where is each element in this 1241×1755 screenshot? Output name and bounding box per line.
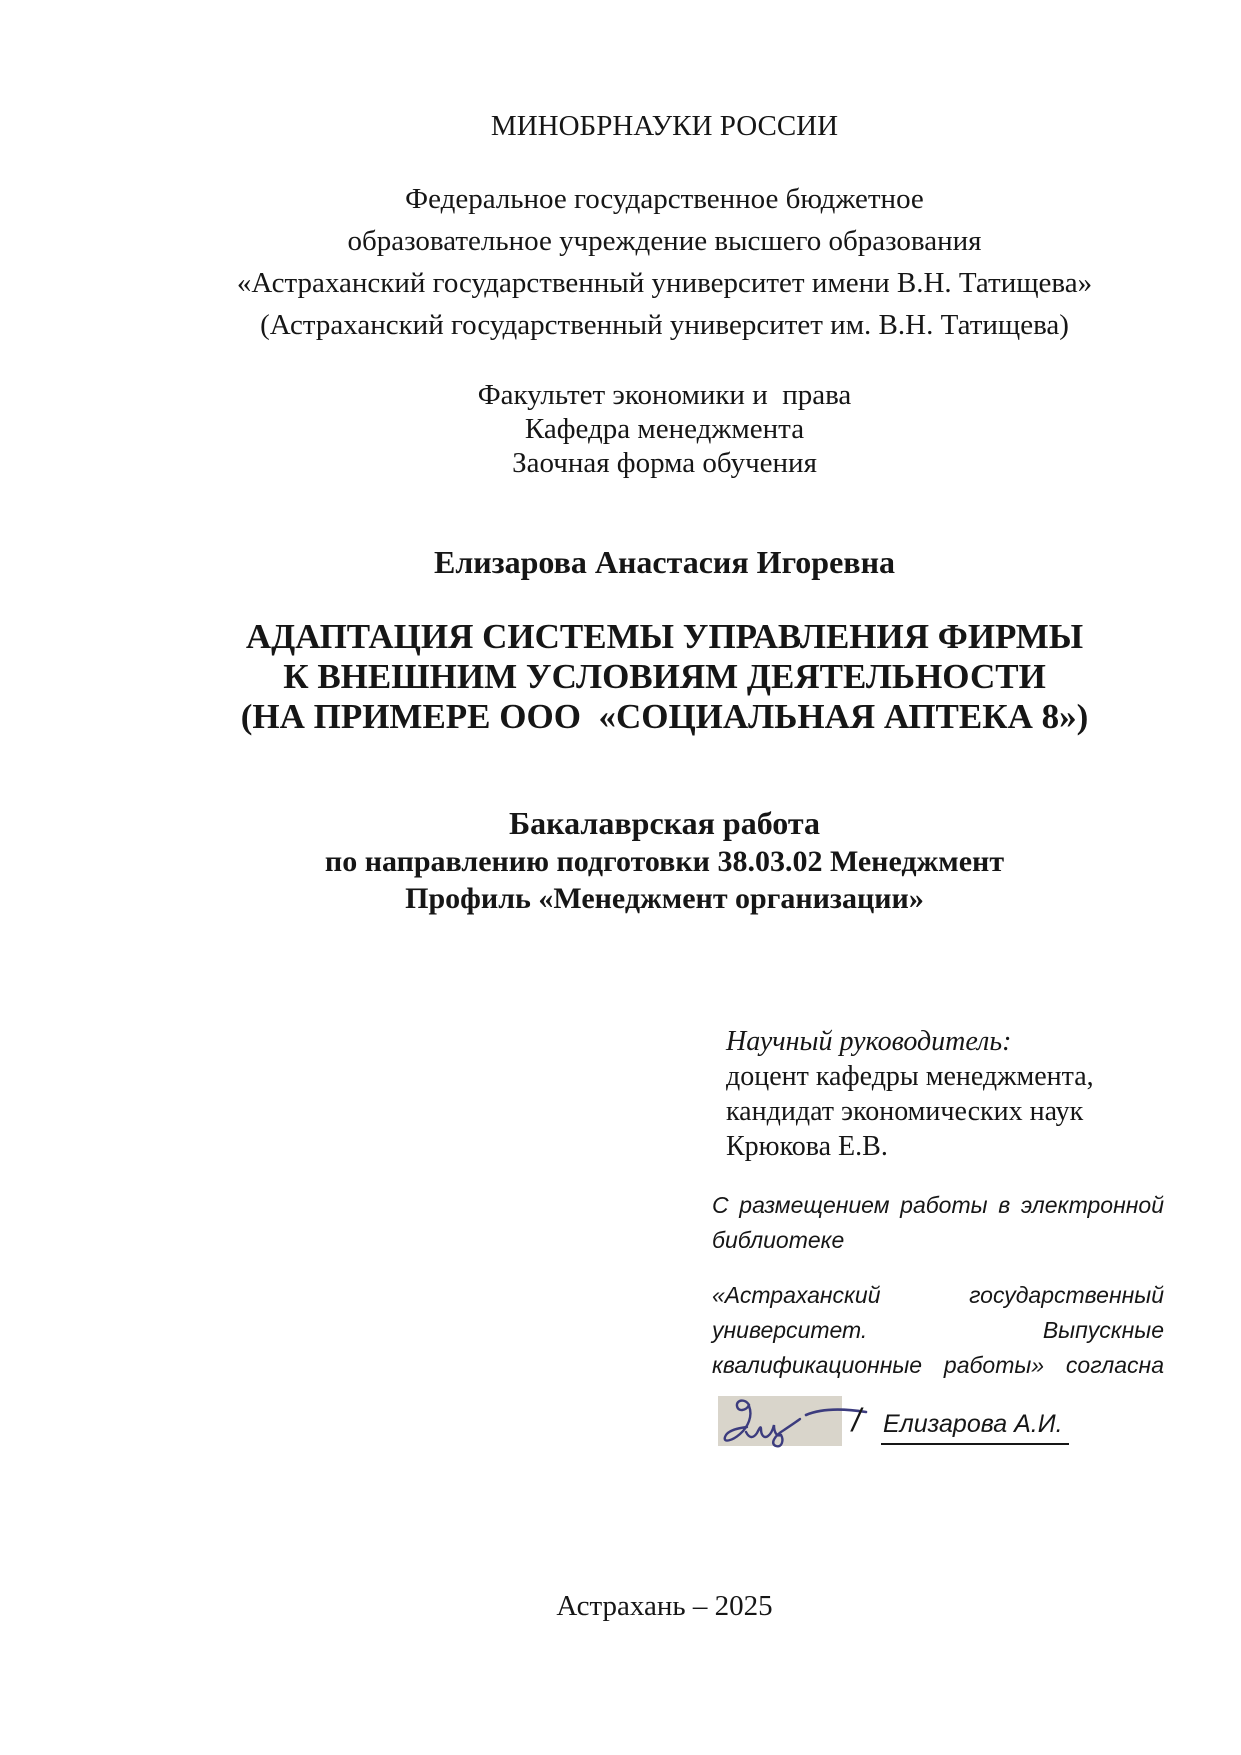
work-type-block: [177, 803, 1152, 917]
supervisor-label: Научный руководитель:: [726, 1026, 1012, 1057]
study-form-line: Заочная форма обучения: [512, 447, 817, 479]
institution-line: образовательное учреждение высшего образования: [347, 225, 982, 257]
department-block: [177, 378, 1152, 480]
consent-line: библиотеке: [712, 1227, 845, 1253]
thesis-title-line: АДАПТАЦИЯ СИСТЕМЫ УПРАВЛЕНИЯ ФИРМЫ: [245, 617, 1084, 656]
chair-line: Кафедра менеджмента: [524, 413, 805, 445]
city-year: Астрахань – 2025: [556, 1590, 773, 1622]
institution-line: Федеральное государственное бюджетное: [405, 183, 924, 215]
ministry-heading: [177, 110, 1152, 143]
signature-name: Елизарова А.И.: [881, 1410, 1069, 1445]
consent-line: университет. Выпускные: [712, 1317, 1164, 1343]
consent-paragraph-1: [712, 1188, 1164, 1258]
work-direction-line: по направлению подготовки 38.03.02 Менеджмент: [324, 845, 1005, 878]
institution-line: «Астраханский государственный университет имени В.Н. Татищева»: [236, 267, 1093, 299]
footer-block: [177, 1590, 1152, 1623]
ministry-text: МИНОБРНАУКИ РОССИИ: [490, 110, 839, 142]
institution-block: [177, 178, 1152, 346]
institution-line: (Астраханский государственный университет им. В.Н. Татищева): [260, 309, 1069, 341]
signature-separator: /: [852, 1402, 861, 1438]
work-profile-line: Профиль «Менеджмент организации»: [405, 882, 924, 915]
thesis-title: [177, 617, 1152, 737]
author-name: Елизарова Анастасия Игоревна: [433, 544, 896, 580]
signature-row: [718, 1394, 1178, 1458]
supervisor-block: [726, 1024, 1166, 1164]
thesis-title-line: (НА ПРИМЕРЕ ООО «СОЦИАЛЬНАЯ АПТЕКА 8»): [240, 697, 1089, 736]
author-block: [177, 543, 1152, 581]
supervisor-degree-line: кандидат экономических наук: [726, 1096, 1084, 1127]
supervisor-position-line: доцент кафедры менеджмента,: [726, 1061, 1094, 1092]
consent-line: «Астраханский государственный: [712, 1282, 1164, 1308]
consent-line: квалификационные работы» согласна: [712, 1352, 1164, 1378]
consent-line: С размещением работы в электронной: [712, 1192, 1164, 1218]
thesis-title-line: К ВНЕШНИМ УСЛОВИЯМ ДЕЯТЕЛЬНОСТИ: [283, 657, 1046, 696]
supervisor-name-line: Крюкова Е.В.: [726, 1131, 888, 1162]
consent-paragraph-2: [712, 1278, 1164, 1383]
work-type-line: Бакалаврская работа: [509, 805, 820, 841]
faculty-line: Факультет экономики и права: [477, 379, 852, 411]
